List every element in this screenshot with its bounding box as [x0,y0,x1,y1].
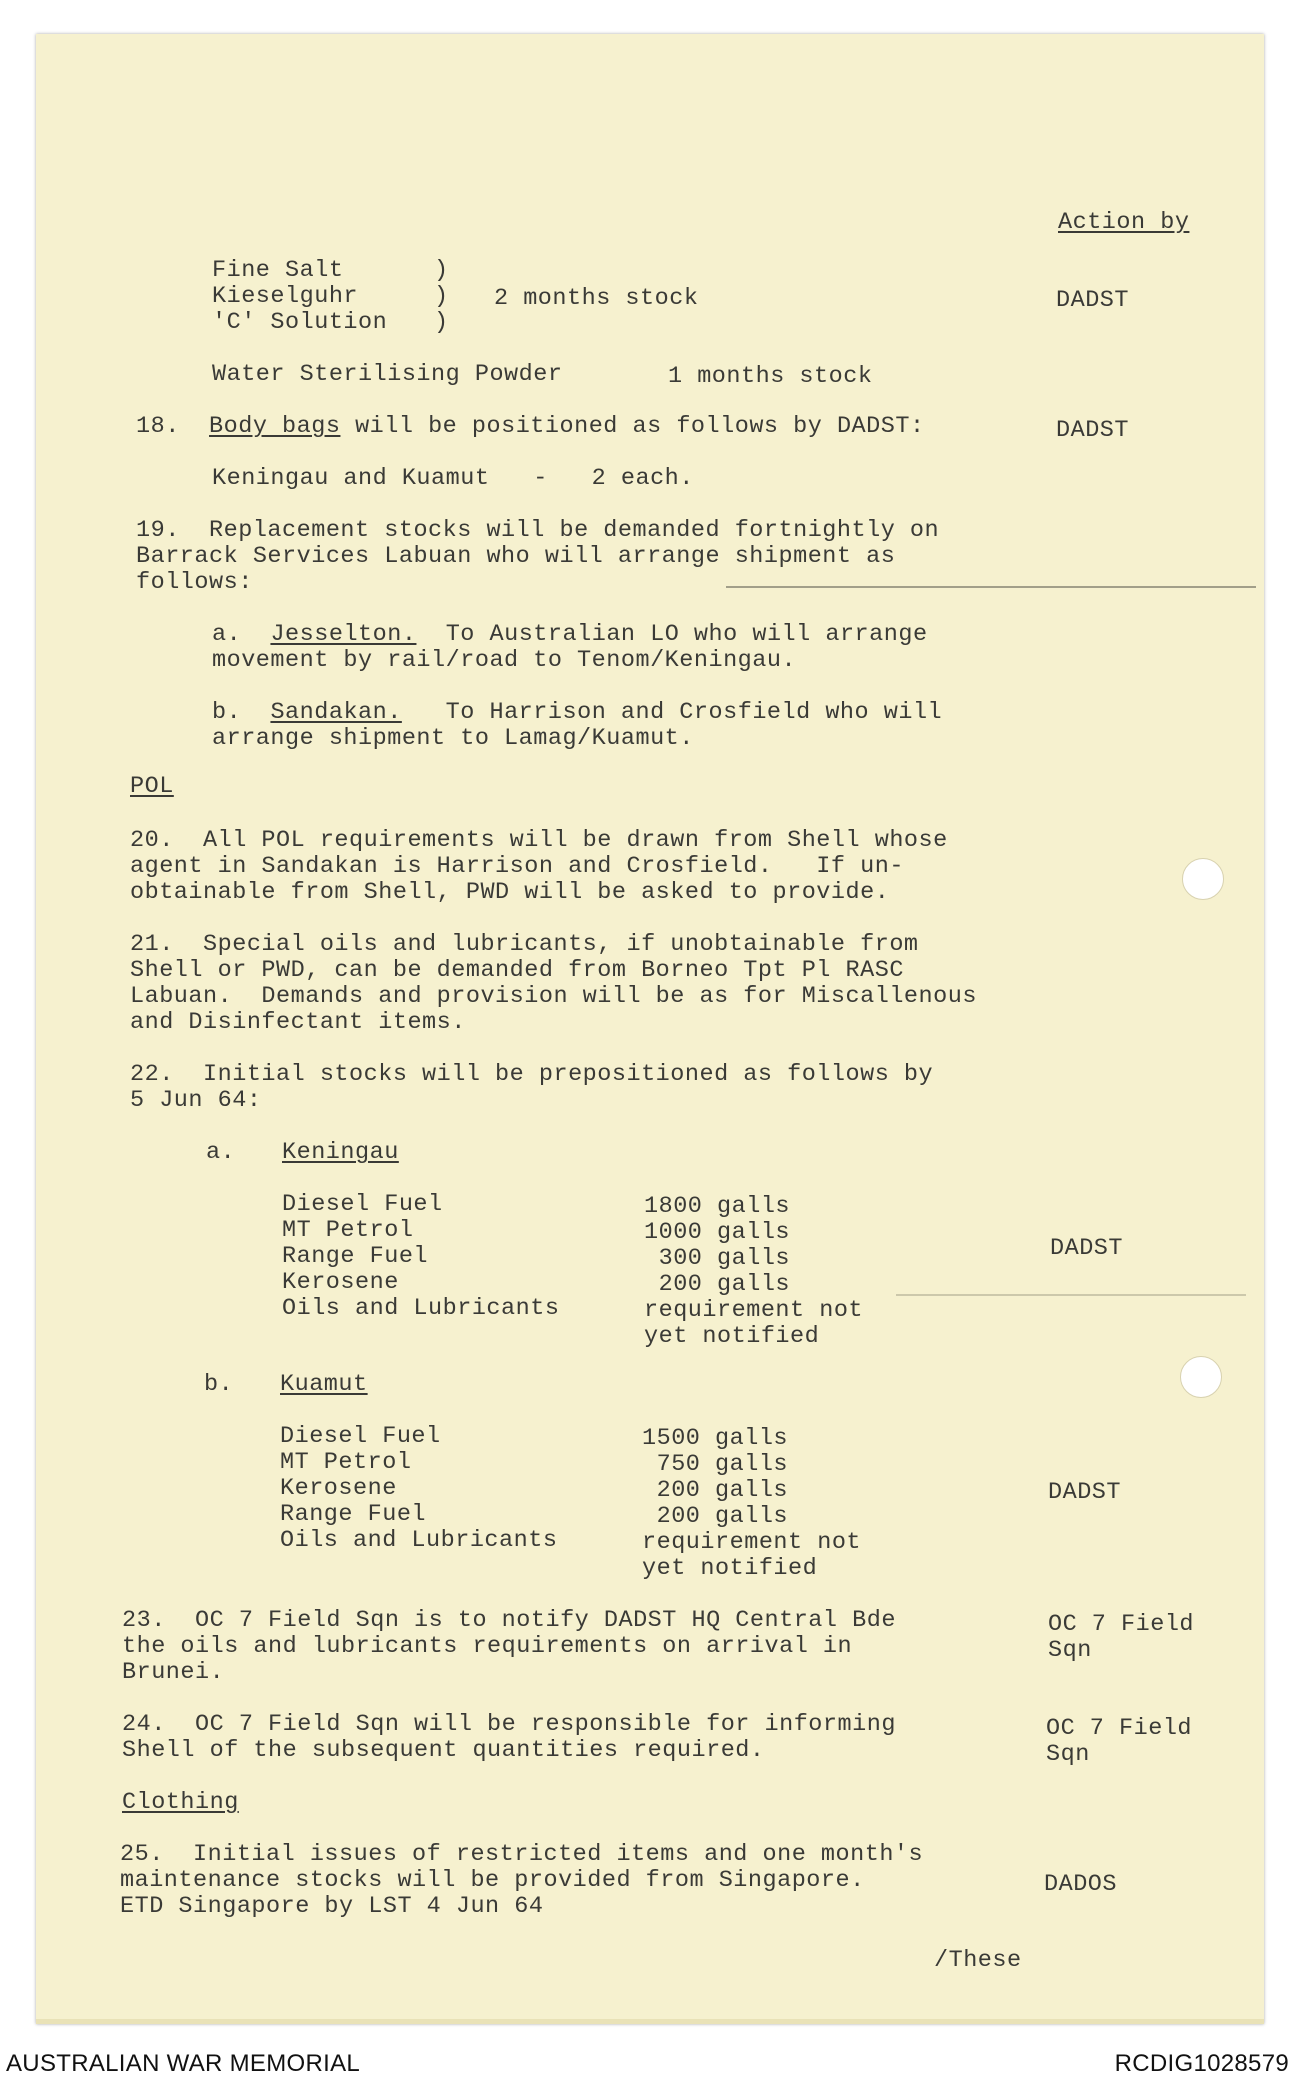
para-25-line: 25. Initial issues of restricted items and one month's [120,1841,924,1868]
para-25-action: DADOS [1044,1871,1118,1898]
punch-hole-lower [1180,1356,1222,1398]
place-sandakan: Sandakan. [270,699,402,726]
para-23-line: Brunei. [122,1659,225,1686]
bracket: ) [434,283,449,310]
salt-item: Kieselguhr [212,283,359,310]
para-23-line: the oils and lubricants requirements on arrival in [122,1633,853,1660]
footer-archive-name: AUSTRALIAN WAR MEMORIAL [6,2050,361,2077]
salt-action: DADST [1056,287,1130,314]
continuation-marker: /These [934,1947,1022,1974]
para-19b-text: To Harrison and Crosfield who will [445,699,943,726]
para-25-line: ETD Singapore by LST 4 Jun 64 [120,1893,544,1920]
section-heading-clothing: Clothing [122,1789,239,1816]
para-25-line: maintenance stocks will be provided from Singapore. [120,1867,865,1894]
sub-label: a. [212,621,242,648]
kuamut-qty: requirement not [642,1529,862,1556]
keningau-qty: 1800 galls [644,1193,791,1220]
section-heading-pol: POL [130,773,174,800]
para-19a-text: To Australian LO who will arrange [445,621,928,648]
keningau-item: Diesel Fuel [282,1191,443,1218]
kuamut-qty: 1500 galls [642,1425,789,1452]
footer-record-id: RCDIG1028579 [1114,2050,1289,2077]
keningau-item: Kerosene [282,1269,399,1296]
para-19b-line2: arrange shipment to Lamag/Kuamut. [212,725,694,752]
kuamut-qty: 750 galls [642,1451,789,1478]
salt-stock: 2 months stock [494,285,699,312]
kuamut-label: b. [204,1371,234,1398]
place-jesselton: Jesselton. [270,621,417,648]
water-item: Water Sterilising Powder [212,361,563,388]
para-18-action: DADST [1056,417,1130,444]
para-20-line: agent in Sandakan is Harrison and Crosfield. If un- [130,853,904,880]
keningau-heading: Keningau [282,1139,399,1166]
keningau-item: MT Petrol [282,1217,414,1244]
para-18-line [136,414,925,440]
keningau-qty: requirement not [644,1297,864,1324]
bracket: ) [434,257,449,284]
keningau-item: Range Fuel [282,1243,429,1270]
para-number: 18. [136,413,180,440]
para-18-subject: Body bags [209,413,341,440]
sub-label: b. [212,699,242,726]
para-21-line: 21. Special oils and lubricants, if unobtainable from [130,931,919,958]
para-22-line: 22. Initial stocks will be prepositioned as follows by [130,1061,934,1088]
para-22-line: 5 Jun 64: [130,1087,262,1114]
para-19b-line [212,700,942,726]
keningau-label: a. [206,1139,236,1166]
bleed-through-line [896,1294,1246,1296]
para-24-action: OC 7 Field [1046,1715,1193,1742]
para-21-line: and Disinfectant items. [130,1009,466,1036]
para-20-line: obtainable from Shell, PWD will be asked to provide. [130,879,890,906]
keningau-action: DADST [1050,1235,1124,1262]
para-19a-line2: movement by rail/road to Tenom/Keningau. [212,647,797,674]
kuamut-heading: Kuamut [280,1371,368,1398]
keningau-qty: 200 galls [644,1271,791,1298]
kuamut-item: Range Fuel [280,1501,427,1528]
salt-item: Fine Salt [212,257,344,284]
para-19-line: 19. Replacement stocks will be demanded fortnightly on [136,517,940,544]
para-21-line: Labuan. Demands and provision will be as for Miscallenous [130,983,977,1010]
kuamut-qty: 200 galls [642,1503,789,1530]
water-stock: 1 months stock [668,363,873,390]
para-18-locations: Keningau and Kuamut - 2 each. [212,465,694,492]
para-20-line: 20. All POL requirements will be drawn from Shell whose [130,827,948,854]
para-23-action: Sqn [1048,1637,1092,1664]
para-19-line: Barrack Services Labuan who will arrange shipment as [136,543,896,570]
para-23-line: 23. OC 7 Field Sqn is to notify DADST HQ Central Bde [122,1607,896,1634]
para-24-line: Shell of the subsequent quantities required. [122,1737,765,1764]
para-24-line: 24. OC 7 Field Sqn will be responsible for informing [122,1711,896,1738]
para-21-line: Shell or PWD, can be demanded from Borneo Tpt Pl RASC [130,957,904,984]
keningau-qty: yet notified [644,1323,820,1350]
bleed-through-line [726,586,1256,588]
punch-hole-upper [1182,858,1224,900]
para-19-line: follows: [136,569,253,596]
para-19a-line [212,622,928,648]
kuamut-item: MT Petrol [280,1449,412,1476]
kuamut-action: DADST [1048,1479,1122,1506]
kuamut-qty: 200 galls [642,1477,789,1504]
keningau-item: Oils and Lubricants [282,1295,560,1322]
kuamut-item: Kerosene [280,1475,397,1502]
action-by-heading: Action by [1058,209,1190,236]
kuamut-item: Diesel Fuel [280,1423,441,1450]
kuamut-item: Oils and Lubricants [280,1527,558,1554]
kuamut-qty: yet notified [642,1555,818,1582]
para-24-action: Sqn [1046,1741,1090,1768]
para-18-text: will be positioned as follows by DADST: [355,413,925,440]
keningau-qty: 1000 galls [644,1219,791,1246]
para-23-action: OC 7 Field [1048,1611,1195,1638]
keningau-qty: 300 galls [644,1245,791,1272]
salt-item: 'C' Solution [212,309,388,336]
bracket: ) [434,309,449,336]
